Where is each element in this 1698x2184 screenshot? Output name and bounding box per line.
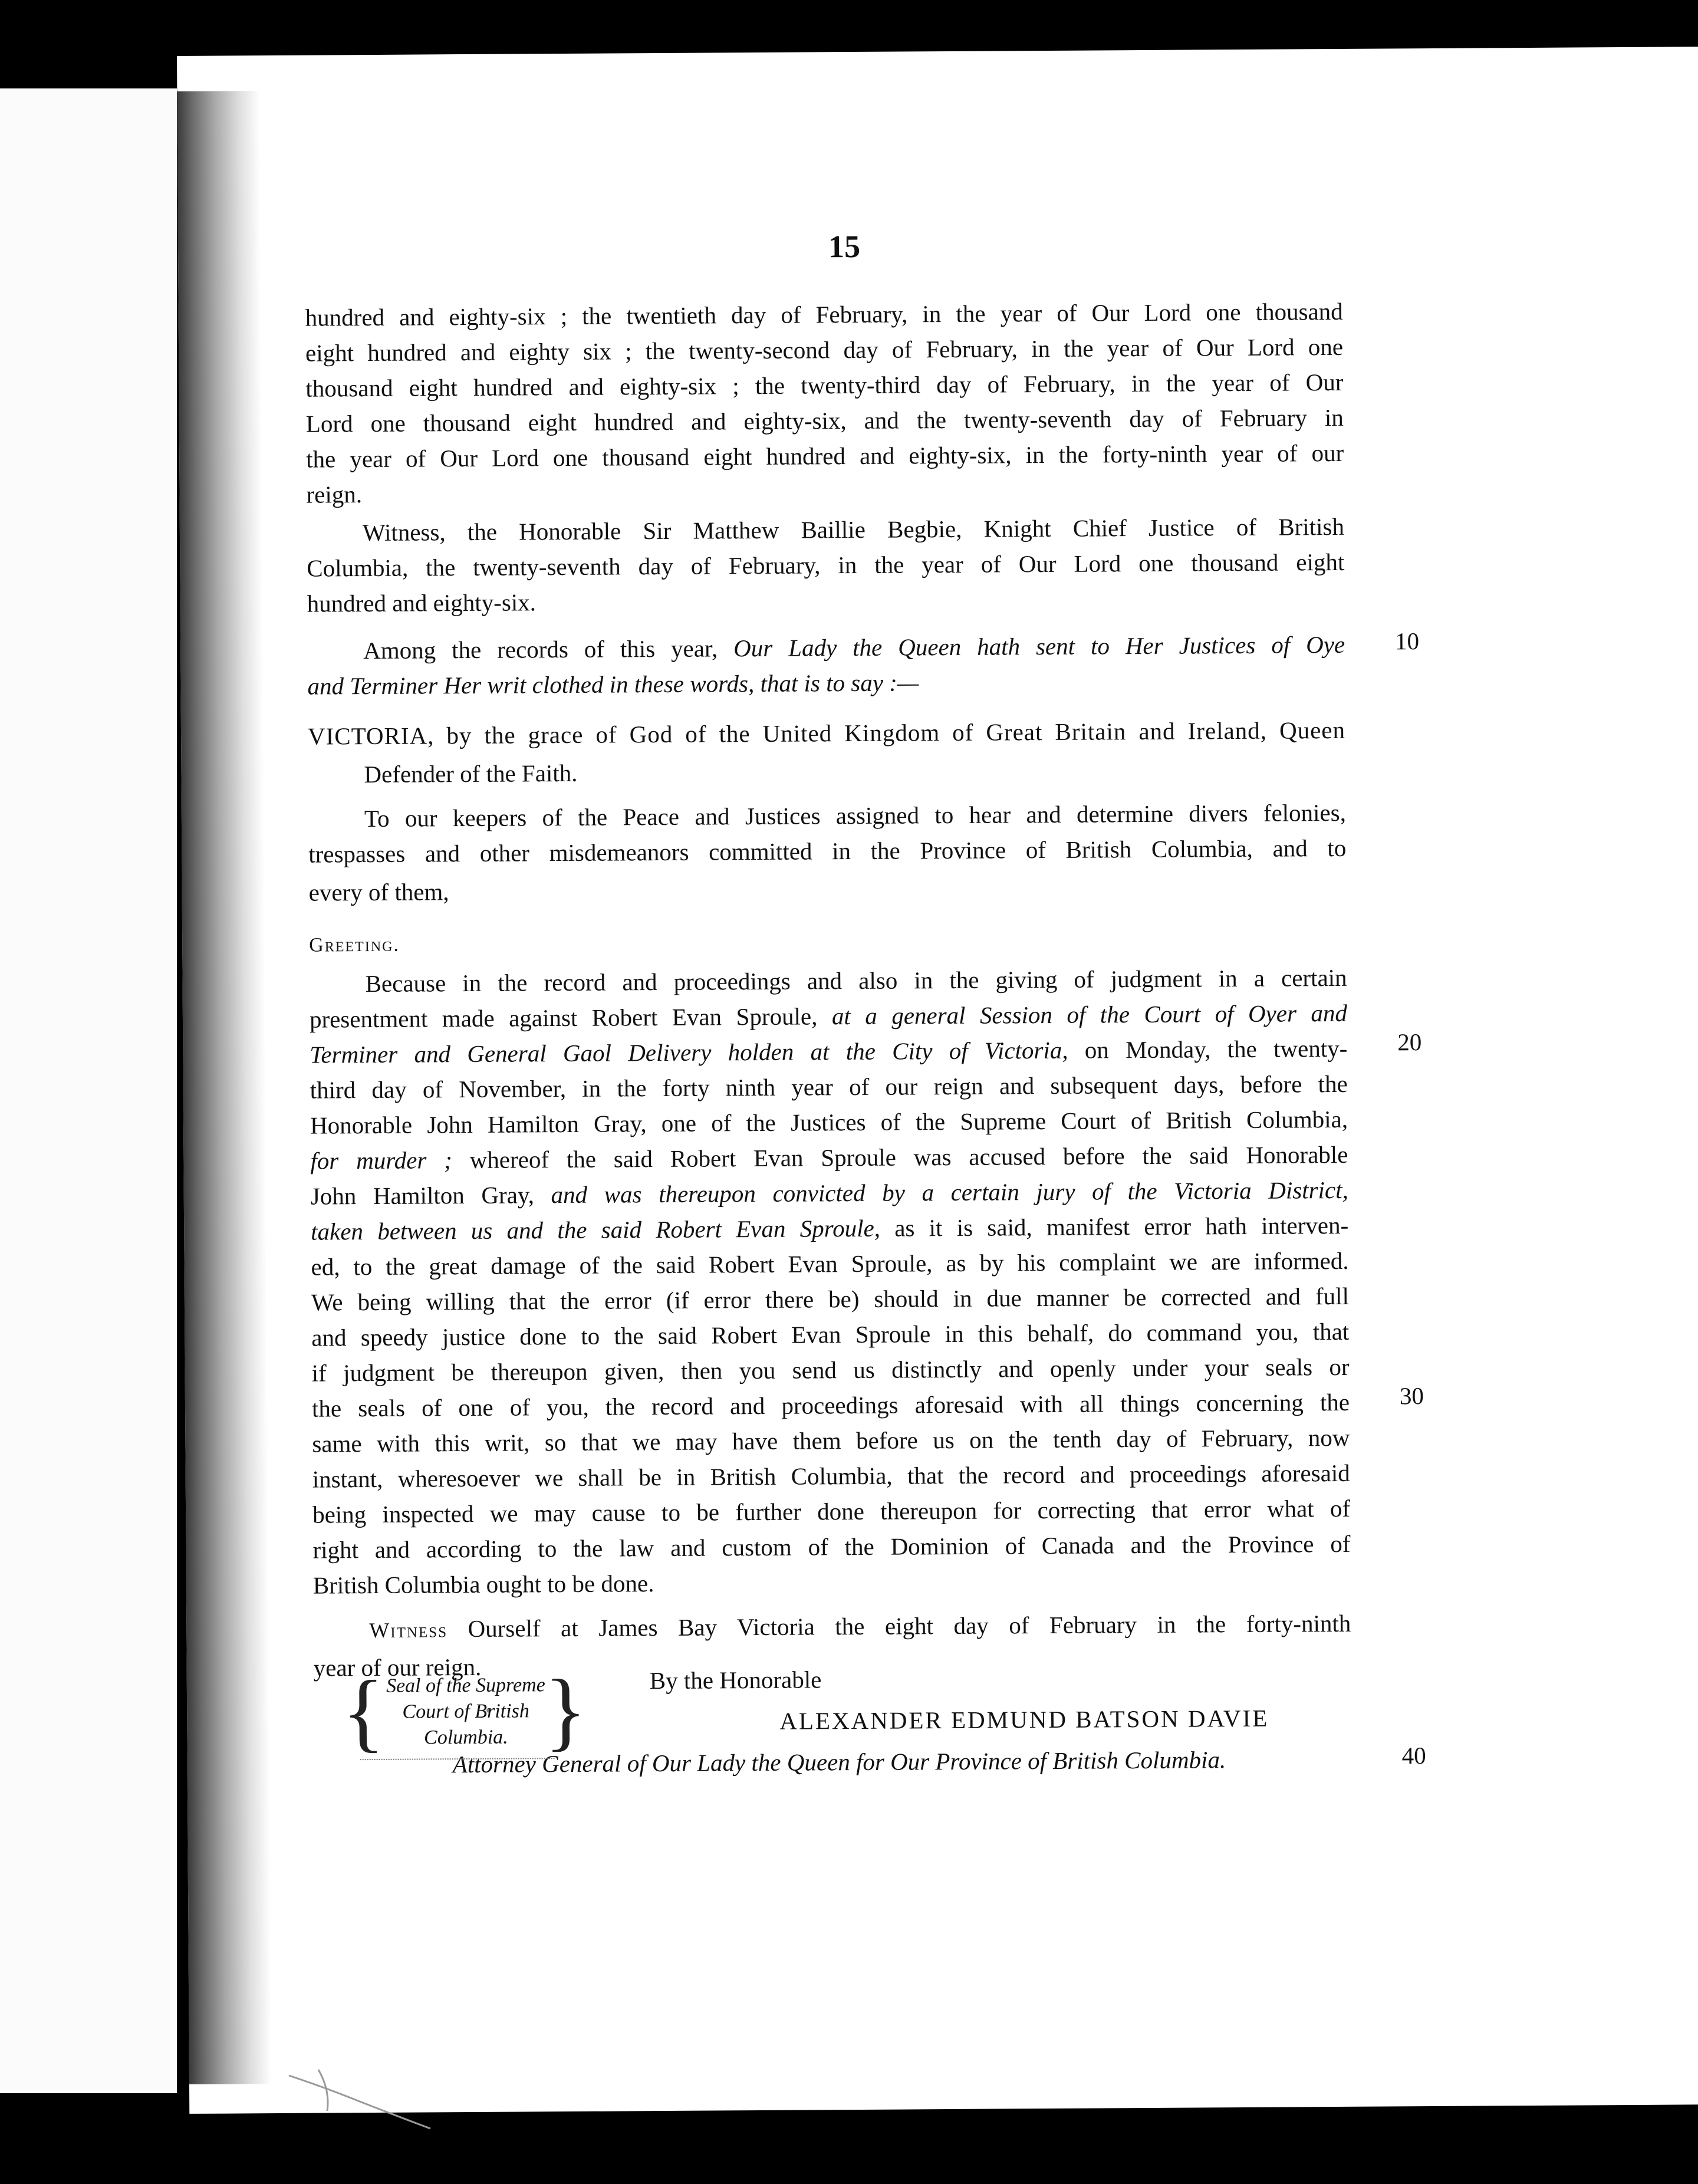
- among-italic: Our Lady the Queen hath sent to Her Justices of Oye: [733, 630, 1345, 662]
- text-line: To our keepers of the Peace and Justices assigned to hear and determine divers felonies,: [364, 798, 1347, 833]
- line-number-30: 30: [1399, 1382, 1424, 1410]
- text-line: being inspected we may cause to be further done thereupon for correcting that error what of: [312, 1494, 1351, 1528]
- text-line: Lord one thousand eight hundred and eighty-six, and the twenty-seventh day of February in: [305, 403, 1344, 438]
- signatory-name: ALEXANDER EDMUND BATSON DAVIE: [779, 1704, 1269, 1735]
- pencil-scribble: [283, 2064, 436, 2134]
- text-line: [310, 1031, 1347, 1073]
- witness-rest: Ourself at James Bay Victoria the eight day of February in the forty-ninth: [447, 1609, 1351, 1643]
- among-plain: Among the records of this year,: [363, 634, 734, 665]
- text-line: year of our reign.: [313, 1653, 482, 1682]
- text-line: VICTORIA, by the grace of God of the United Kingdom of Great Britain and Ireland, Queen: [307, 716, 1346, 750]
- text-line: [311, 1172, 1348, 1214]
- text-line: reign.: [306, 481, 363, 508]
- seal-line: Columbia.: [424, 1726, 508, 1749]
- witness-small-caps: Witness: [369, 1618, 448, 1643]
- text-line: British Columbia ought to be done.: [312, 1570, 654, 1599]
- line-italic: for murder ;: [310, 1146, 453, 1175]
- line-italic: taken between us and the said Robert Evan Sproule,: [311, 1214, 881, 1245]
- text-line: the seals of one of you, the record and proceedings aforesaid with all things concerning the: [311, 1388, 1350, 1422]
- text-line: same with this writ, so that we may have them before us on the tenth day of February, now: [312, 1423, 1350, 1458]
- seal-right-bracket: }: [544, 1661, 587, 1760]
- text-line: instant, wheresoever we shall be in British Columbia, that the record and proceedings aforesaid: [312, 1459, 1350, 1493]
- greeting-heading: Greeting.: [309, 933, 400, 956]
- text-line: Honorable John Hamilton Gray, one of the Justices of the Supreme Court of British Columbia,: [310, 1105, 1348, 1139]
- line-tail: as it is said, manifest error hath interven-: [880, 1211, 1349, 1242]
- text-line: Defender of the Faith.: [364, 759, 578, 788]
- text-line: trespasses and other misdemeanors committed in the Province of British Columbia, and to: [308, 834, 1347, 868]
- page-number: 15: [828, 228, 861, 265]
- text-line: hundred and eighty-six.: [307, 588, 537, 617]
- signatory-title: Attorney General of Our Lady the Queen for Our Province of British Columbia.: [452, 1746, 1226, 1778]
- line-number-20: 20: [1397, 1028, 1422, 1056]
- seal-line: Court of British: [402, 1700, 529, 1723]
- line-number-10: 10: [1394, 627, 1420, 655]
- seal-border: [360, 1758, 555, 1760]
- text-line: [310, 995, 1347, 1037]
- by-the-honorable: By the Honorable: [649, 1666, 822, 1695]
- line-italic: at a general Session of the Court of Oyer and: [831, 999, 1348, 1030]
- seal-left-bracket: {: [341, 1662, 385, 1761]
- text-line: Because in the record and proceedings and also in the giving of judgment in a certain: [365, 963, 1347, 998]
- text-line: Witness, the Honorable Sir Matthew Baillie Begbie, Knight Chief Justice of British: [362, 512, 1345, 547]
- text-line: [310, 1137, 1348, 1179]
- text-line: the year of Our Lord one thousand eight hundred and eighty-six, in the forty-ninth year of our: [306, 439, 1344, 473]
- text-line: and Terminer Her writ clothed in these words, that is to say :—: [307, 669, 919, 700]
- line-number-40: 40: [1401, 1742, 1426, 1769]
- line-tail: on Monday, the twenty-: [1068, 1034, 1348, 1064]
- seal-line: Seal of the Supreme: [386, 1674, 545, 1697]
- seal-text: [371, 1672, 561, 1751]
- document-page: [177, 47, 1698, 2114]
- text-line: and speedy justice done to the said Robert Evan Sproule in this behalf, do command you, that: [311, 1317, 1350, 1351]
- text-line: [313, 1606, 1351, 1649]
- text-line: thousand eight hundred and eighty-six ; the twenty-third day of February, in the year of Our: [305, 368, 1344, 402]
- text-line: [311, 1208, 1348, 1249]
- text-line: [307, 627, 1345, 669]
- text-line: every of them,: [308, 878, 449, 906]
- text-line: eight hundred and eighty six ; the twenty-second day of February, in the year of Our Lord one: [305, 333, 1344, 367]
- text-line: third day of November, in the forty ninth year of our reign and subsequent days, before the: [310, 1070, 1348, 1104]
- text-line: if judgment be thereupon given, then you send us distinctly and openly under your seals or: [311, 1353, 1350, 1387]
- text-line: right and according to the law and custom of the Dominion of Canada and the Province of: [312, 1530, 1351, 1564]
- text-line: hundred and eighty-six ; the twentieth day of February, in the year of Our Lord one thousand: [305, 297, 1343, 331]
- line-plain: presentment made against Robert Evan Sproule,: [309, 1002, 832, 1033]
- text-line: ed, to the great damage of the said Robert Evan Sproule, as by his complaint we are informed.: [311, 1246, 1349, 1281]
- line-italic: and was thereupon convicted by a certain jury of the Victoria District,: [551, 1176, 1348, 1209]
- previous-page-edge: [0, 88, 177, 2093]
- line-italic: Terminer and General Gaol Delivery holden at the City of Victoria,: [310, 1036, 1068, 1068]
- line-tail: whereof the said Robert Evan Sproule was accused before the said Honorable: [452, 1140, 1348, 1174]
- gutter-shadow: [177, 91, 272, 2084]
- text-line: Columbia, the twenty-seventh day of February, in the year of Our Lord one thousand eight: [307, 548, 1345, 582]
- line-plain: John Hamilton Gray,: [310, 1181, 551, 1210]
- text-line: We being willing that the error (if error there be) should in due manner be corrected and full: [311, 1282, 1350, 1316]
